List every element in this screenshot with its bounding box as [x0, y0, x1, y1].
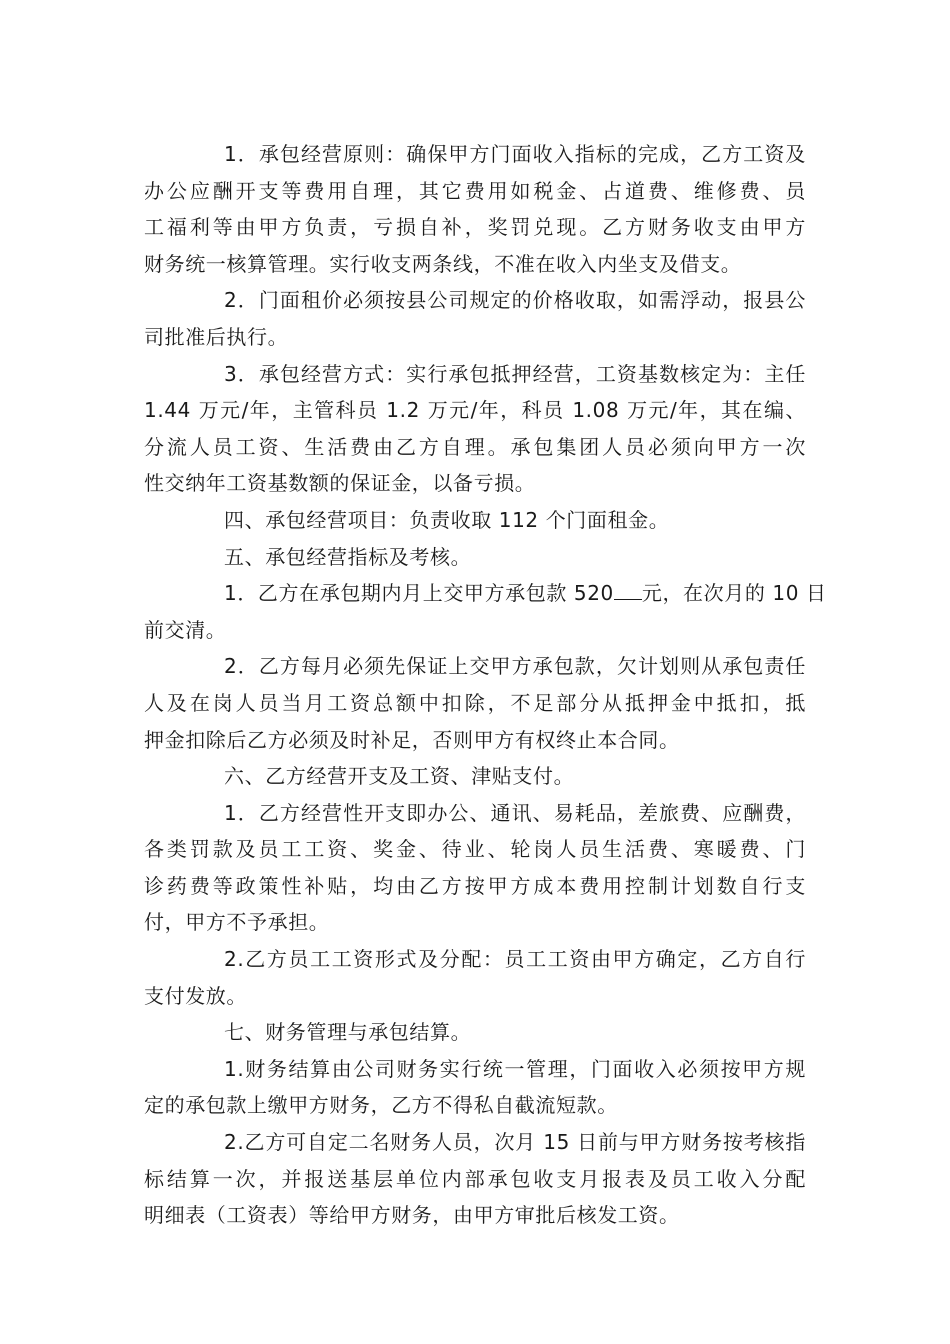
paragraph-salary-form	[144, 941, 806, 1014]
text-line: 五、承包经营指标及考核。	[224, 544, 472, 569]
text-line: 七、财务管理与承包结算。	[224, 1020, 472, 1045]
section-heading-7	[144, 1014, 806, 1051]
text-line: 2．门面租价必须按县公司规定的价格收取，如需浮动，报县公	[224, 288, 806, 313]
text-line: 支付发放。	[144, 983, 247, 1008]
paragraph-principle	[144, 136, 806, 282]
text-line: 工福利等由甲方负责，亏损自补，奖罚兑现。乙方财务收支由甲方	[144, 215, 806, 240]
paragraph-rent-price	[144, 282, 806, 355]
text-line: 财务统一核算管理。实行收支两条线，不准在收入内坐支及借支。	[144, 251, 742, 276]
blank-underline	[614, 578, 642, 600]
text-line: 2.乙方员工工资形式及分配：员工工资由甲方确定，乙方自行	[224, 947, 806, 972]
text-line: 办公应酬开支等费用自理，其它费用如税金、占道费、维修费、员	[144, 178, 806, 203]
text-line: 3．承包经营方式：实行承包抵押经营，工资基数核定为：主任	[224, 361, 806, 386]
text-line: 2．乙方每月必须先保证上交甲方承包款，欠计划则从承包责任	[224, 654, 806, 679]
text-line: 付，甲方不予承担。	[144, 910, 330, 935]
text-line: 人及在岗人员当月工资总额中扣除，不足部分从抵押金中抵扣，抵	[144, 690, 806, 715]
text-line: 1.44 万元/年，主管科员 1.2 万元/年，科员 1.08 万元/年，其在编、	[144, 398, 806, 423]
text-line: 六、乙方经营开支及工资、津贴支付。	[224, 764, 575, 789]
text-line: 性交纳年工资基数额的保证金，以备亏损。	[144, 471, 536, 496]
document-body	[144, 136, 827, 1234]
paragraph-finance-settlement	[144, 1051, 806, 1124]
text-line: 诊药费等政策性补贴，均由乙方按甲方成本费用控制计划数自行支	[144, 873, 806, 898]
text-line	[144, 575, 827, 612]
section-heading-5	[144, 539, 806, 576]
text-line: 司批准后执行。	[144, 324, 289, 349]
text-line: 标结算一次，并报送基层单位内部承包收支月报表及员工收入分配	[144, 1166, 806, 1191]
text-line: 四、承包经营项目：负责收取 112 个门面租金。	[224, 507, 670, 532]
paragraph-monthly-payment	[144, 575, 827, 648]
text-line: 各类罚款及员工工资、奖金、待业、轮岗人员生活费、寒暖费、门	[144, 837, 806, 862]
text-segment: 1．乙方在承包期内月上交甲方承包款 520	[224, 581, 614, 606]
text-line: 押金扣除后乙方必须及时补足，否则甲方有权终止本合同。	[144, 727, 680, 752]
section-heading-6	[144, 758, 806, 795]
text-line: 1．承包经营原则：确保甲方门面收入指标的完成，乙方工资及	[224, 142, 806, 166]
text-line: 1．乙方经营性开支即办公、通讯、易耗品，差旅费、应酬费，	[224, 800, 806, 825]
section-heading-4	[144, 502, 806, 539]
text-line: 明细表（工资表）等给甲方财务，由甲方审批后核发工资。	[144, 1203, 680, 1228]
text-line: 2.乙方可自定二名财务人员，次月 15 日前与甲方财务按考核指	[224, 1130, 806, 1155]
text-segment: 元，在次月的 10 日	[641, 581, 827, 606]
paragraph-expenses	[144, 795, 806, 941]
text-line: 1.财务结算由公司财务实行统一管理，门面收入必须按甲方规	[224, 1056, 806, 1081]
text-line: 定的承包款上缴甲方财务，乙方不得私自截流短款。	[144, 1093, 618, 1118]
paragraph-mode	[144, 356, 806, 502]
text-line: 分流人员工资、生活费由乙方自理。承包集团人员必须向甲方一次	[144, 434, 806, 459]
text-line: 前交清。	[144, 617, 227, 642]
paragraph-finance-staff	[144, 1124, 806, 1234]
paragraph-guarantee	[144, 648, 806, 758]
